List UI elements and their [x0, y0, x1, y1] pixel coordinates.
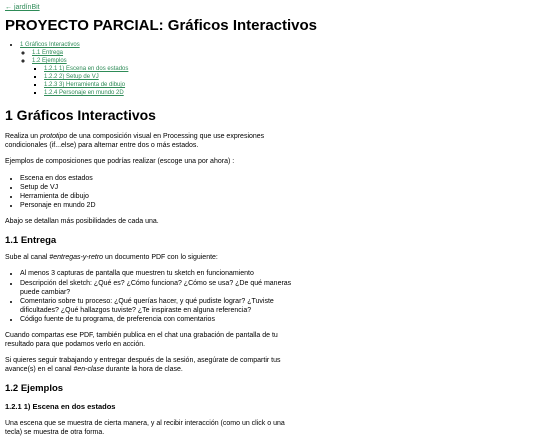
examples-lead: Ejemplos de composiciones que podrías realizar (escoge una por ahora) :	[5, 158, 235, 166]
toc-link-setup-vj[interactable]: 1.2.2 2) Setup de VJ	[44, 74, 99, 81]
subsection-heading-escena: 1.2.1 1) Escena en dos estados	[5, 401, 116, 411]
list-item: • Comentario sobre tu proceso: ¿Qué querías hacer, y qué pudiste lograr? ¿Tuviste dificultades? ¿Qué hallazgos tuviste? ¿Te inspiraste en alguna referencia?	[20, 297, 300, 315]
channel-name: #en-clase	[73, 366, 104, 374]
details-note: Abajo se detallan más posibilidades de cada una.	[5, 217, 159, 225]
continue-text-rest: durante la hora de clase.	[103, 366, 183, 374]
page-title: PROYECTO PARCIAL: Gráficos Interactivos	[5, 17, 318, 35]
intro-text-rest: de una composición visual en Processing que use expresiones condicionales (if...else) para alternar entre dos o más estados.	[5, 133, 265, 150]
continue-note	[5, 356, 285, 374]
list-item: • Setup de VJ	[20, 183, 535, 192]
intro-text: Realiza un	[5, 133, 41, 141]
toc-link-herramienta[interactable]: 1.2.3 3) Herramienta de dibujo	[44, 82, 126, 89]
toc-item	[44, 73, 535, 81]
list-item: • Escena en dos estados	[20, 174, 535, 183]
toc-link-entrega[interactable]: 1.1 Entrega	[32, 50, 64, 57]
toc-item	[44, 89, 535, 97]
entrega-lead	[5, 253, 535, 262]
toc-item	[32, 57, 535, 97]
list-item: • Descripción del sketch: ¿Qué es? ¿Cómo funciona? ¿Cómo se usa? ¿De qué maneras puede cambiar?	[20, 279, 300, 297]
examples-list	[5, 174, 535, 210]
home-link[interactable]: ← jardínBit	[5, 4, 40, 11]
section-heading-ejemplos: 1.2 Ejemplos	[5, 383, 64, 395]
escena-description: Una escena que se muestra de cierta manera, y al recibir interacción (como un click o una tecla) se muestra de otra forma.	[5, 419, 285, 436]
list-item: • Al menos 3 capturas de pantalla que muestren tu sketch en funcionamiento	[20, 269, 300, 278]
pdf-note: Cuando compartas ese PDF, también publica en el chat una grabación de pantalla de tu resultado para que podamos verlo en acción.	[5, 332, 278, 349]
list-item: • Personaje en mundo 2D	[20, 201, 535, 210]
list-item: • Herramienta de dibujo	[20, 192, 535, 201]
intro-paragraph	[5, 132, 285, 150]
toc-item	[20, 41, 535, 97]
table-of-contents	[5, 41, 535, 97]
toc-item	[44, 81, 535, 89]
toc-item	[32, 49, 535, 57]
section-heading-graficos: 1 Gráficos Interactivos	[5, 107, 156, 124]
channel-name: #entregas-y-retro	[49, 254, 104, 262]
list-item: • Código fuente de tu programa, de preferencia con comentarios	[20, 315, 300, 324]
toc-link-personaje[interactable]: 1.2.4 Personaje en mundo 2D	[44, 90, 124, 97]
toc-link-graficos-interactivos[interactable]: 1 Gráficos Interactivos	[20, 42, 80, 49]
entrega-list	[5, 269, 300, 324]
toc-link-ejemplos[interactable]: 1.2 Ejemplos	[32, 58, 67, 65]
entrega-lead-rest: un documento PDF con lo siguiente:	[103, 254, 218, 262]
toc-link-escena[interactable]: 1.2.1 1) Escena en dos estados	[44, 66, 129, 73]
section-heading-entrega: 1.1 Entrega	[5, 234, 57, 246]
intro-emphasis: prototipo	[40, 133, 68, 141]
toc-item	[44, 65, 535, 73]
continue-text: Si quieres seguir trabajando y entregar después de la sesión, asegúrate de compartir tus avance(s) en el canal	[5, 357, 281, 374]
entrega-lead-text: Sube al canal	[5, 254, 50, 262]
